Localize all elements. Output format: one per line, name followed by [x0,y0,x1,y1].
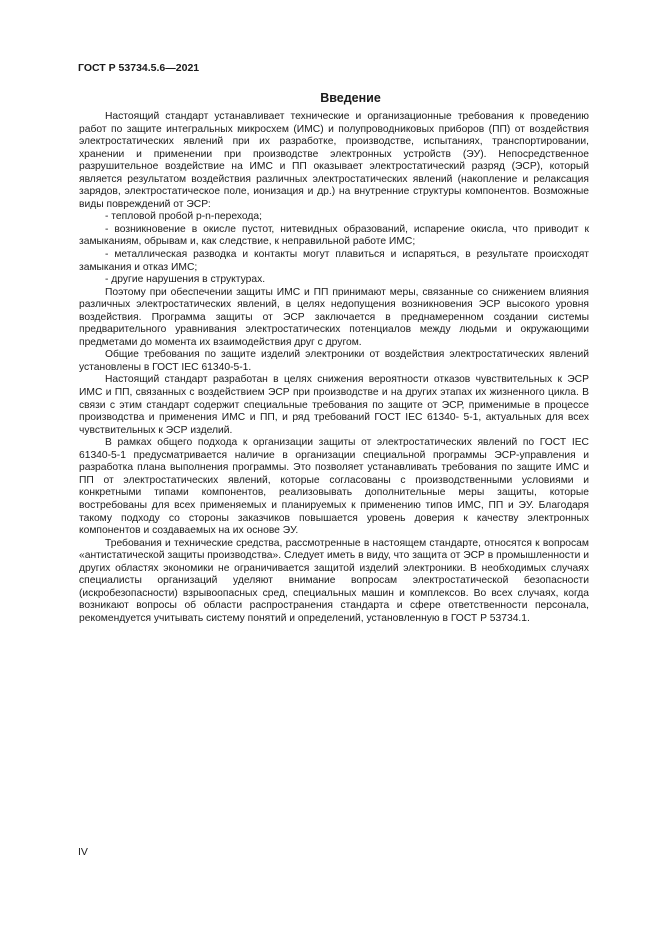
paragraph: Требования и технические средства, рассмотренные в настоящем стандарте, относятся к вопросам «антистатической защиты производства». Следует иметь в виду, что защита от ЭСР в промышленности и других областях экономики не ограничивается защитой изделий электроники. В необходимых случаях специалисты организаций уделяют внимание вопросам электростатической безопасности (искробезопасности) взрывоопасных сред, специальных машин и комплексов. Во всех случаях, когда возникают вопросы об области распространения стандарта и сфере ответственности персонала, рекомендуется учитывать систему понятий и определений, установленную в ГОСТ Р 53734.1. [79,537,589,624]
paragraph: Настоящий стандарт устанавливает технические и организационные требования к проведению работ по защите интегральных микросхем (ИМС) и полупроводниковых приборов (ПП) от воздействия электростатических явлений при их разработке, производстве, испытаниях, транспортировании, хранении и применении при производстве электронных устройств (ЭУ). Непосредственное разрушительное воздействие на ИМС и ПП оказывает электростатический разряд (ЭСР), который является результатом воздействия различных электростатических явлений (накопление и релаксация зарядов, электростатическое поле, ионизация и др.) на внутренние структуры компонентов. Возможные виды повреждений от ЭСР: [79,111,589,210]
list-item: - тепловой пробой p-n-перехода; [105,211,262,223]
section-title: Введение [320,91,381,105]
list-item: - другие нарушения в структурах. [105,274,266,286]
paragraph: Поэтому при обеспечении защиты ИМС и ПП принимают меры, связанные со снижением влияния различных электростатических явлений, в целях недопущения возникновения ЭСР высокого уровня воздействия. Программа защиты от ЭСР заключается в преднамеренном создании системы предварительного уравнивания электростатических потенциалов между людьми и окружающими предметами до момента их взаимодействия друг с другом. [79,286,589,348]
paragraph: В рамках общего подхода к организации защиты от электростатических явлений по ГОСТ IEC 61340-5-1 предусматривается наличие в организации специальной программы ЭСР-управления и разработка плана выполнения программы. Это позволяет устанавливать требования по защите ИМС и ПП от электростатических явлений, которые согласованы с производственными условиями и конкретными типами компонентов, реализовывать дополнительные меры защиты, которые востребованы для всех применяемых и планируемых к применению типов ИМС, ПП и ЭУ. Благодаря такому подходу со стороны заказчиков повышается уровень доверия к качеству электронных компонентов и создаваемых на их основе ЭУ. [79,437,589,537]
document-header: ГОСТ Р 53734.5.6—2021 [78,62,200,74]
document-body [79,111,589,625]
page-number: IV [78,846,88,858]
paragraph: Настоящий стандарт разработан в целях снижения вероятности отказов чувствительных к ЭСР ИМС и ПП, связанных с воздействием ЭСР при производстве и на других этапах их жизненного цикла. В связи с этим стандарт содержит специальные требования по защите от ЭСР, применимые в процессе производства и применения ИМС и ПП, и ряд требований ГОСТ IEC 61340- 5-1, актуальных для всех чувствительных к ЭСР изделий. [79,374,589,436]
paragraph: Общие требования по защите изделий электроники от воздействия электростатических явлений установлены в ГОСТ IEC 61340-5-1. [79,349,589,373]
list-item: - металлическая разводка и контакты могут плавиться и испаряться, в результате происходят замыкания и отказ ИМС; [79,249,589,273]
list-item: - возникновение в окисле пустот, нитевидных образований, испарение окисла, что приводит к замыканиям, обрывам и, как следствие, к неправильной работе ИМС; [79,223,589,248]
